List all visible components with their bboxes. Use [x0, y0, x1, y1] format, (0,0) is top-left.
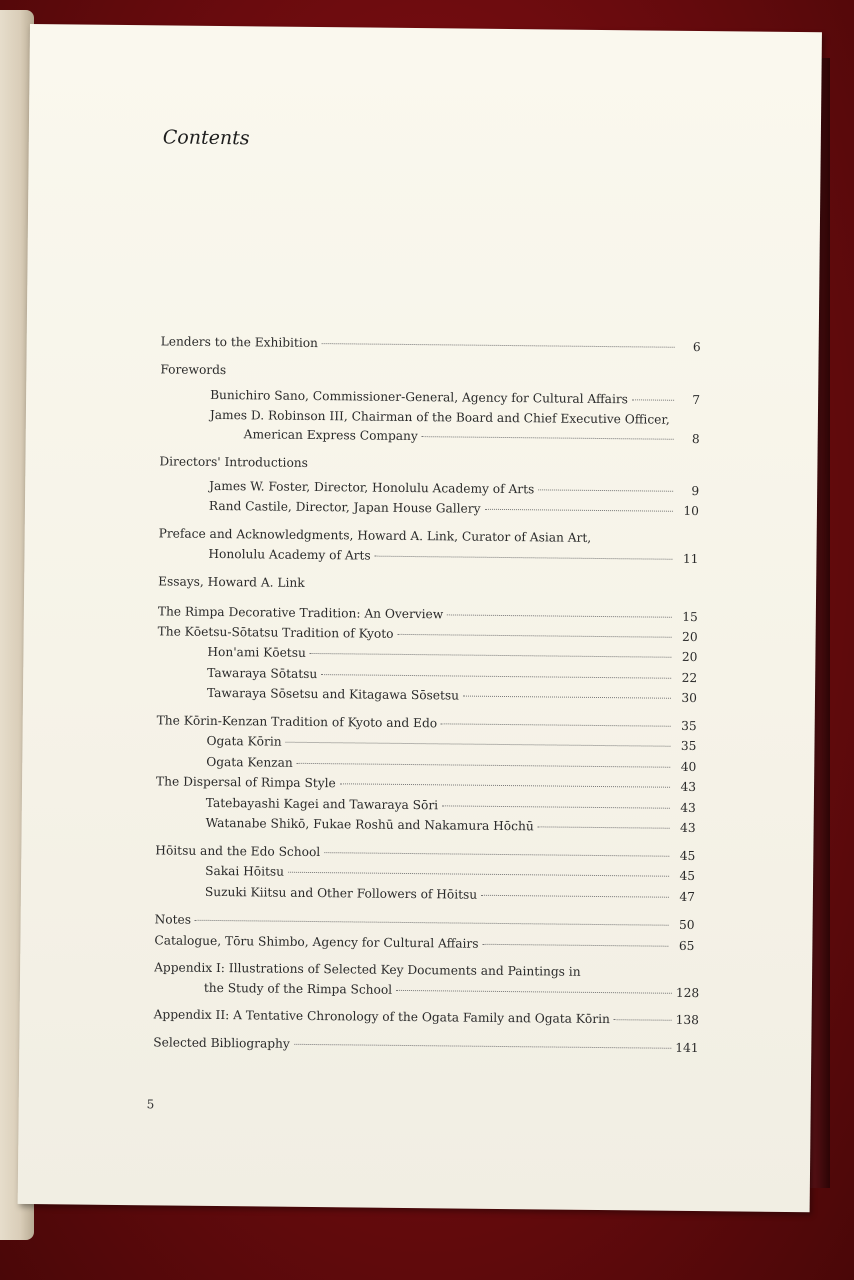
- toc-label: Tawaraya Sōsetsu and Kitagawa Sōsetsu: [206, 685, 460, 703]
- toc-label: The Dispersal of Rimpa Style: [156, 774, 336, 791]
- toc-label: Rand Castile, Director, Japan House Gallery: [208, 498, 481, 516]
- toc-label: Ogata Kenzan: [206, 754, 293, 770]
- toc-label: Sakai Hōitsu: [205, 863, 285, 879]
- toc-label: The Kōetsu-Sōtatsu Tradition of Kyoto: [157, 624, 394, 641]
- toc-label: The Kōrin-Kenzan Tradition of Kyoto and Edo: [156, 713, 438, 731]
- leader-dots: [442, 795, 670, 808]
- toc-label: Catalogue, Tōru Shimbo, Agency for Cultural Affairs: [154, 933, 479, 951]
- toc-page-number: 40: [680, 759, 697, 775]
- toc-entry-appendix2: [154, 1007, 698, 1031]
- toc-page-number: 138: [675, 1012, 699, 1028]
- leader-dots: [485, 499, 674, 512]
- toc-entry-preface-line2: [208, 547, 698, 570]
- leader-dots: [614, 1009, 672, 1021]
- toc-page-number: 128: [675, 985, 700, 1001]
- toc-entry-sano: [210, 388, 700, 411]
- leader-dots: [538, 479, 673, 491]
- toc-label: Selected Bibliography: [153, 1035, 290, 1051]
- leader-dots: [463, 686, 671, 699]
- toc-entry-appendix1-line1: Appendix I: Illustrations of Selected Key Documents and Paintings in: [154, 960, 581, 979]
- toc-page-number: 43: [680, 820, 696, 836]
- leader-dots: [396, 980, 672, 994]
- toc-entry-robinson-line2: [244, 427, 700, 450]
- leader-dots: [632, 389, 674, 400]
- leader-dots: [322, 333, 675, 348]
- leader-dots: [321, 664, 671, 679]
- toc-label: The Rimpa Decorative Tradition: An Overview: [157, 604, 444, 622]
- toc-entry-foster: [209, 479, 699, 502]
- toc-entry-catalogue: [154, 933, 694, 957]
- toc-entry-castile: [209, 499, 699, 522]
- toc-label: the Study of the Rimpa School: [203, 980, 393, 997]
- toc-entry-sakai: [205, 864, 695, 887]
- leader-dots: [481, 885, 669, 898]
- toc-page-number: 47: [679, 889, 695, 905]
- toc-label: Bunichiro Sano, Commissioner-General, Agency for Cultural Affairs: [210, 387, 629, 407]
- toc-page-number: 65: [678, 938, 695, 954]
- toc-page-number: 22: [681, 670, 698, 686]
- toc-label: Hon'ami Kōetsu: [207, 644, 306, 660]
- toc-page-number: 20: [682, 629, 698, 645]
- page-title: Contents: [162, 126, 250, 150]
- toc-label: Watanabe Shikō, Fukae Roshū and Nakamura Hōchū: [205, 815, 534, 834]
- toc-page-number: 45: [679, 868, 696, 884]
- toc-page-number: 30: [681, 690, 698, 706]
- leader-dots: [340, 773, 670, 787]
- leader-dots: [195, 910, 669, 926]
- toc-entry-robinson-line1: James D. Robinson III, Chairman of the Board and Chief Executive Officer,: [209, 407, 670, 427]
- toc-entry-lenders: [161, 334, 701, 358]
- toc-label: Lenders to the Exhibition: [160, 334, 319, 351]
- toc-label: Tatebayashi Kagei and Tawaraya Sōri: [205, 795, 439, 813]
- toc-label: Hōitsu and the Edo School: [155, 843, 321, 860]
- toc-label: Honolulu Academy of Arts: [208, 546, 371, 563]
- toc-heading-directors: Directors' Introductions: [159, 454, 309, 470]
- toc-page-number: 50: [679, 917, 695, 933]
- toc-label: American Express Company: [243, 427, 418, 444]
- toc-page-number: 8: [691, 431, 700, 447]
- leader-dots: [422, 426, 674, 440]
- leader-dots: [441, 713, 671, 726]
- toc-entry-sosetsu: [207, 686, 697, 709]
- book-page: [18, 24, 822, 1212]
- toc-page-number: 7: [692, 392, 701, 408]
- leader-dots: [483, 934, 669, 947]
- toc-page-number: 6: [692, 339, 701, 355]
- toc-entry-bibliography: [153, 1035, 697, 1059]
- toc-page-number: 35: [680, 738, 697, 754]
- leader-dots: [397, 624, 671, 638]
- toc-entry-tawaraya-sotatsu: [207, 666, 697, 689]
- toc-page-number: 11: [682, 551, 699, 567]
- toc-label: Appendix II: A Tentative Chronology of the Ogata Family and Ogata Kōrin: [153, 1007, 610, 1027]
- toc-page-number: 10: [683, 503, 700, 519]
- toc-label: Suzuki Kiitsu and Other Followers of Hōitsu: [204, 884, 478, 902]
- toc-entry-preface-line1: Preface and Acknowledgments, Howard A. Link, Curator of Asian Art,: [158, 526, 592, 545]
- toc-page-number: 45: [679, 848, 696, 864]
- toc-page-number: 20: [681, 649, 698, 665]
- toc-heading-essays: Essays, Howard A. Link: [158, 574, 305, 590]
- leader-dots: [324, 842, 669, 857]
- toc-heading-forewords: Forewords: [160, 362, 227, 378]
- toc-page-number: 15: [682, 609, 698, 625]
- toc-page-number: 43: [680, 800, 696, 816]
- toc-label: Notes: [154, 912, 192, 927]
- toc-entry-suzuki: [205, 885, 695, 908]
- toc-label: Ogata Kōrin: [206, 733, 282, 749]
- toc-entry-watanabe: [206, 816, 696, 839]
- toc-entry-dispersal: [156, 774, 696, 798]
- folio-page-number: 5: [146, 1097, 155, 1112]
- toc-entry-notes: [155, 912, 695, 936]
- leader-dots: [375, 546, 673, 560]
- leader-dots: [538, 816, 670, 828]
- leader-dots: [294, 1034, 672, 1049]
- toc-page-number: 35: [681, 718, 697, 734]
- toc-page-number: 9: [691, 483, 700, 499]
- toc-page-number: 43: [680, 779, 697, 795]
- toc-label: Tawaraya Sōtatsu: [207, 665, 318, 682]
- toc-entry-tatebayashi: [206, 796, 696, 819]
- toc-label: James W. Foster, Director, Honolulu Academy of Arts: [209, 478, 535, 497]
- leader-dots: [447, 604, 672, 617]
- toc-page-number: 141: [675, 1040, 699, 1056]
- toc-entry-appendix1-line2: [204, 981, 698, 1004]
